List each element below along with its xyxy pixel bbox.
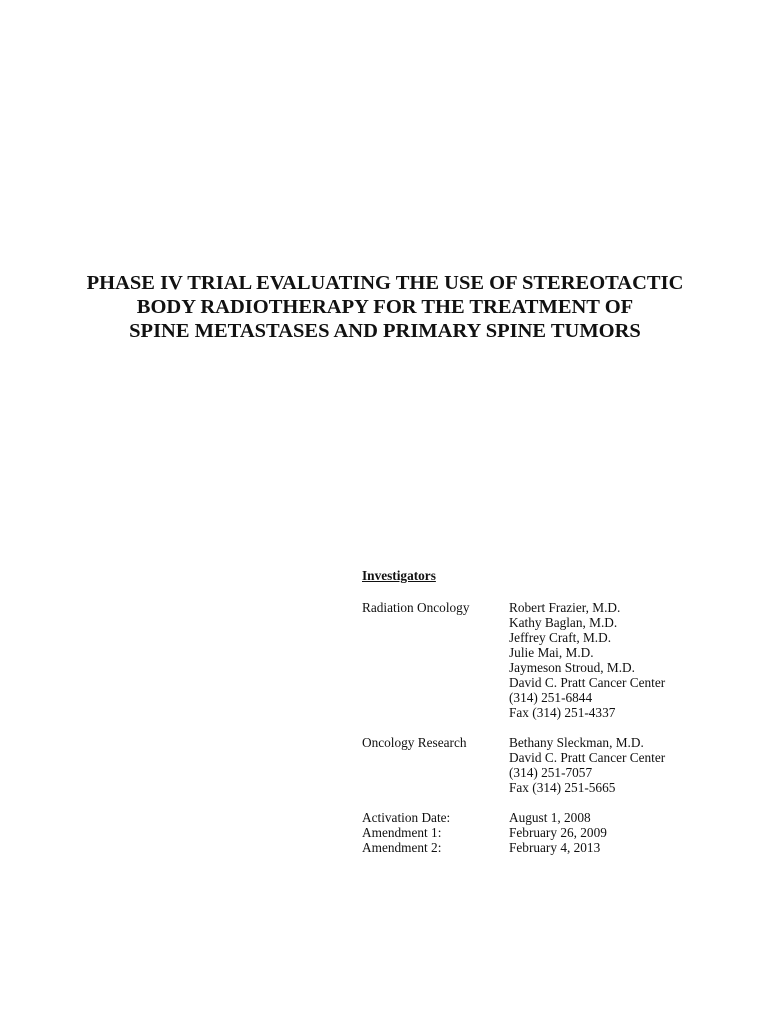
title-line-1: PHASE IV TRIAL EVALUATING THE USE OF STEREOTACTIC — [86, 272, 684, 294]
date-row-amendment-1 — [362, 825, 742, 840]
contact-line: David C. Pratt Cancer Center — [509, 750, 666, 765]
date-label: Amendment 2: — [362, 840, 442, 855]
group-lines-oncology-research — [509, 735, 742, 795]
contact-line: Julie Mai, M.D. — [509, 645, 594, 660]
date-value: August 1, 2008 — [509, 810, 591, 825]
investigators-heading: Investigators — [362, 568, 436, 583]
contact-line: (314) 251-7057 — [509, 765, 593, 780]
title-line-2: BODY RADIOTHERAPY FOR THE TREATMENT OF — [136, 296, 634, 318]
contact-line: Fax (314) 251-4337 — [509, 705, 616, 720]
group-label-oncology-research: Oncology Research — [362, 735, 467, 750]
dates-block — [362, 810, 742, 855]
contact-line: David C. Pratt Cancer Center — [509, 675, 666, 690]
contact-line: Jaymeson Stroud, M.D. — [509, 660, 635, 675]
group-oncology-research — [362, 735, 742, 795]
date-value: February 26, 2009 — [509, 825, 607, 840]
group-radiation-oncology — [362, 600, 742, 720]
group-lines-radiation-oncology — [509, 600, 742, 720]
document-title — [0, 271, 770, 343]
date-row-amendment-2 — [362, 840, 742, 855]
contact-line: Robert Frazier, M.D. — [509, 600, 621, 615]
contact-line: Fax (314) 251-5665 — [509, 780, 616, 795]
date-label: Activation Date: — [362, 810, 451, 825]
contact-line: Bethany Sleckman, M.D. — [509, 735, 644, 750]
date-label: Amendment 1: — [362, 825, 442, 840]
title-line-3: SPINE METASTASES AND PRIMARY SPINE TUMORS — [129, 320, 641, 342]
investigators-section — [362, 568, 742, 855]
contact-line: (314) 251-6844 — [509, 690, 593, 705]
date-row-activation — [362, 810, 742, 825]
group-label-radiation-oncology: Radiation Oncology — [362, 600, 470, 615]
contact-line: Jeffrey Craft, M.D. — [509, 630, 612, 645]
contact-line: Kathy Baglan, M.D. — [509, 615, 618, 630]
date-value: February 4, 2013 — [509, 840, 601, 855]
